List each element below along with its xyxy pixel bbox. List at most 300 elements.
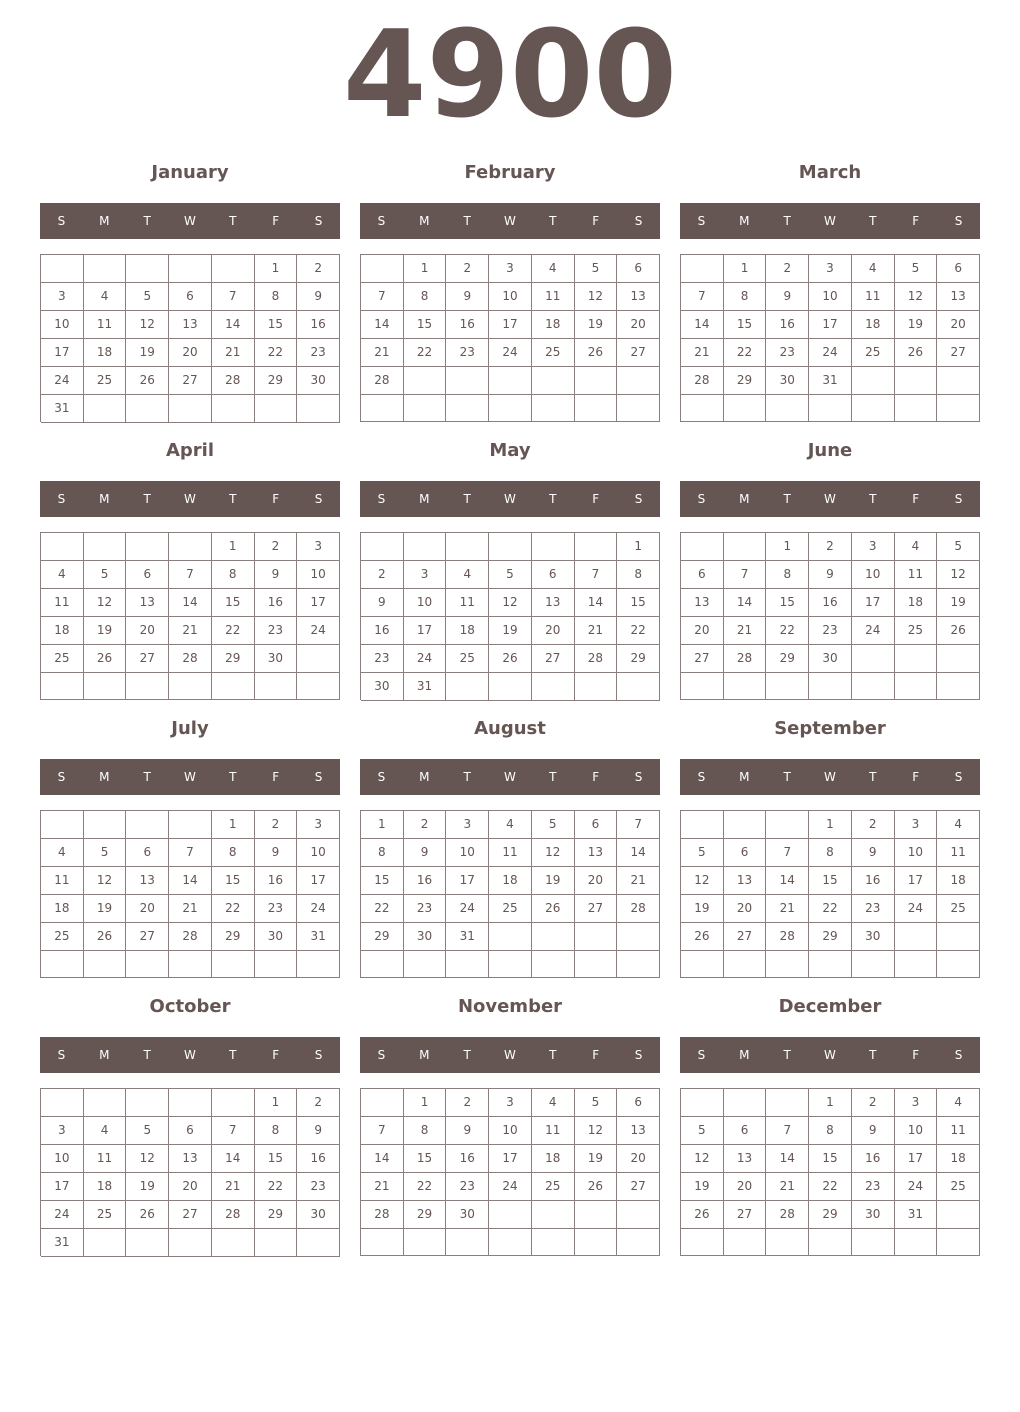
empty-day-cell [895, 951, 938, 978]
day-cell: 6 [724, 1117, 767, 1145]
day-cell: 27 [532, 645, 575, 673]
day-cell: 5 [126, 283, 169, 311]
day-cell: 26 [126, 1201, 169, 1229]
weekday-label: S [377, 492, 386, 506]
day-grid [360, 810, 660, 978]
day-cell: 13 [681, 589, 724, 617]
empty-day-cell [766, 673, 809, 700]
day-cell: 10 [895, 1117, 938, 1145]
day-cell: 25 [84, 367, 127, 395]
day-cell: 8 [361, 839, 404, 867]
empty-day-cell [617, 367, 660, 395]
empty-day-cell [41, 1089, 84, 1117]
empty-day-cell [126, 1229, 169, 1257]
day-cell: 8 [809, 839, 852, 867]
day-cell: 1 [212, 811, 255, 839]
weekday-label: T [143, 492, 151, 506]
empty-day-cell [681, 673, 724, 700]
day-cell: 28 [212, 1201, 255, 1229]
empty-day-cell [446, 951, 489, 978]
day-cell: 10 [446, 839, 489, 867]
weekday-header [360, 203, 660, 239]
day-cell: 3 [489, 255, 532, 283]
weekday-label: S [57, 1048, 66, 1062]
day-cell: 24 [852, 617, 895, 645]
day-cell: 26 [575, 1173, 618, 1201]
day-cell: 2 [766, 255, 809, 283]
day-cell: 17 [895, 1145, 938, 1173]
empty-day-cell [489, 673, 532, 701]
weekday-label: F [272, 214, 280, 228]
weekday-label: F [912, 492, 920, 506]
empty-day-cell [895, 367, 938, 395]
day-cell: 23 [766, 339, 809, 367]
weekday-label: T [143, 214, 151, 228]
day-cell: 26 [84, 923, 127, 951]
weekday-header [360, 481, 660, 517]
empty-day-cell [126, 395, 169, 423]
day-cell: 18 [84, 339, 127, 367]
day-cell: 22 [766, 617, 809, 645]
day-cell: 21 [212, 339, 255, 367]
day-cell: 9 [255, 561, 298, 589]
day-cell: 30 [297, 367, 340, 395]
day-cell: 8 [212, 839, 255, 867]
weekday-label: T [229, 770, 237, 784]
day-cell: 14 [212, 1145, 255, 1173]
day-cell: 21 [681, 339, 724, 367]
day-cell: 10 [809, 283, 852, 311]
day-cell: 27 [937, 339, 980, 367]
weekday-label: F [592, 214, 600, 228]
weekday-label: T [229, 492, 237, 506]
day-cell: 15 [255, 1145, 298, 1173]
empty-day-cell [617, 951, 660, 978]
day-cell: 9 [297, 283, 340, 311]
day-cell: 30 [255, 645, 298, 673]
empty-day-cell [937, 673, 980, 700]
weekday-label: T [463, 492, 471, 506]
day-cell: 17 [41, 339, 84, 367]
day-cell: 7 [361, 1117, 404, 1145]
day-cell: 28 [681, 367, 724, 395]
empty-day-cell [361, 255, 404, 283]
day-cell: 11 [532, 283, 575, 311]
day-cell: 6 [126, 839, 169, 867]
weekday-label: T [143, 770, 151, 784]
day-cell: 26 [681, 923, 724, 951]
day-cell: 18 [937, 1145, 980, 1173]
day-cell: 13 [617, 283, 660, 311]
day-cell: 6 [617, 255, 660, 283]
empty-day-cell [84, 395, 127, 423]
day-cell: 23 [852, 1173, 895, 1201]
day-cell: 16 [297, 311, 340, 339]
weekday-label: T [229, 214, 237, 228]
day-cell: 14 [361, 311, 404, 339]
day-cell: 27 [724, 1201, 767, 1229]
day-cell: 22 [404, 1173, 447, 1201]
day-cell: 18 [852, 311, 895, 339]
weekday-label: T [869, 770, 877, 784]
empty-day-cell [766, 395, 809, 422]
day-cell: 30 [255, 923, 298, 951]
day-cell: 25 [84, 1201, 127, 1229]
day-cell: 7 [575, 561, 618, 589]
day-cell: 5 [575, 255, 618, 283]
weekday-label: S [634, 770, 643, 784]
day-cell: 17 [297, 867, 340, 895]
day-cell: 17 [852, 589, 895, 617]
day-cell: 4 [852, 255, 895, 283]
day-cell: 31 [446, 923, 489, 951]
empty-day-cell [852, 367, 895, 395]
empty-day-cell [212, 951, 255, 978]
day-cell: 4 [937, 811, 980, 839]
day-cell: 27 [617, 339, 660, 367]
day-cell: 16 [809, 589, 852, 617]
weekday-label: T [549, 214, 557, 228]
weekday-label: W [504, 492, 516, 506]
empty-day-cell [766, 811, 809, 839]
day-cell: 14 [169, 589, 212, 617]
empty-day-cell [532, 395, 575, 422]
day-cell: 21 [169, 617, 212, 645]
day-cell: 28 [575, 645, 618, 673]
day-cell: 25 [852, 339, 895, 367]
empty-day-cell [84, 1229, 127, 1257]
day-cell: 12 [575, 1117, 618, 1145]
day-cell: 3 [297, 533, 340, 561]
day-cell: 4 [532, 1089, 575, 1117]
day-cell: 7 [169, 839, 212, 867]
day-cell: 26 [84, 645, 127, 673]
day-cell: 19 [575, 311, 618, 339]
day-cell: 4 [41, 561, 84, 589]
weekday-header [680, 481, 980, 517]
weekday-label: S [314, 1048, 323, 1062]
day-cell: 21 [766, 1173, 809, 1201]
day-cell: 3 [809, 255, 852, 283]
weekday-label: T [869, 214, 877, 228]
day-cell: 10 [297, 561, 340, 589]
day-cell: 23 [852, 895, 895, 923]
day-cell: 11 [852, 283, 895, 311]
weekday-label: S [314, 214, 323, 228]
day-cell: 18 [41, 895, 84, 923]
day-cell: 31 [809, 367, 852, 395]
day-cell: 16 [446, 311, 489, 339]
day-cell: 12 [126, 311, 169, 339]
day-cell: 15 [212, 867, 255, 895]
day-cell: 19 [84, 895, 127, 923]
day-cell: 3 [41, 1117, 84, 1145]
day-cell: 4 [84, 283, 127, 311]
day-cell: 27 [169, 1201, 212, 1229]
weekday-label: T [869, 1048, 877, 1062]
empty-day-cell [937, 1201, 980, 1229]
day-cell: 7 [212, 283, 255, 311]
empty-day-cell [895, 1229, 938, 1256]
day-cell: 31 [41, 395, 84, 423]
day-cell: 3 [895, 1089, 938, 1117]
day-cell: 20 [681, 617, 724, 645]
day-cell: 1 [361, 811, 404, 839]
day-cell: 20 [617, 1145, 660, 1173]
day-cell: 28 [766, 923, 809, 951]
weekday-label: S [954, 492, 963, 506]
day-cell: 12 [532, 839, 575, 867]
day-cell: 26 [681, 1201, 724, 1229]
empty-day-cell [575, 1229, 618, 1256]
day-cell: 12 [575, 283, 618, 311]
empty-day-cell [937, 395, 980, 422]
empty-day-cell [84, 255, 127, 283]
day-grid [40, 532, 340, 700]
empty-day-cell [84, 811, 127, 839]
day-cell: 1 [212, 533, 255, 561]
day-cell: 10 [404, 589, 447, 617]
empty-day-cell [681, 811, 724, 839]
day-cell: 3 [852, 533, 895, 561]
day-cell: 3 [297, 811, 340, 839]
empty-day-cell [681, 1089, 724, 1117]
empty-day-cell [361, 1089, 404, 1117]
empty-day-cell [255, 951, 298, 978]
day-cell: 26 [895, 339, 938, 367]
day-cell: 22 [255, 339, 298, 367]
day-cell: 31 [41, 1229, 84, 1257]
empty-day-cell [809, 673, 852, 700]
weekday-label: W [504, 1048, 516, 1062]
weekday-label: S [697, 492, 706, 506]
day-cell: 13 [169, 311, 212, 339]
day-cell: 29 [255, 1201, 298, 1229]
empty-day-cell [852, 395, 895, 422]
day-cell: 4 [84, 1117, 127, 1145]
day-cell: 8 [809, 1117, 852, 1145]
day-grid [360, 254, 660, 422]
empty-day-cell [212, 395, 255, 423]
weekday-label: F [272, 492, 280, 506]
empty-day-cell [126, 673, 169, 700]
day-cell: 30 [852, 1201, 895, 1229]
empty-day-cell [766, 951, 809, 978]
weekday-label: M [739, 1048, 750, 1062]
day-cell: 18 [532, 1145, 575, 1173]
day-grid [360, 532, 660, 700]
empty-day-cell [575, 1201, 618, 1229]
day-cell: 8 [766, 561, 809, 589]
empty-day-cell [937, 1229, 980, 1256]
month-name: December [778, 996, 882, 1017]
day-cell: 30 [809, 645, 852, 673]
weekday-label: T [869, 492, 877, 506]
day-cell: 23 [255, 617, 298, 645]
day-cell: 19 [681, 1173, 724, 1201]
day-grid [680, 810, 980, 978]
day-cell: 27 [169, 367, 212, 395]
empty-day-cell [724, 1089, 767, 1117]
day-cell: 13 [724, 1145, 767, 1173]
empty-day-cell [575, 395, 618, 422]
day-cell: 4 [895, 533, 938, 561]
weekday-label: W [184, 1048, 196, 1062]
weekday-header [40, 759, 340, 795]
weekday-label: F [592, 1048, 600, 1062]
empty-day-cell [41, 255, 84, 283]
day-cell: 25 [937, 1173, 980, 1201]
empty-day-cell [532, 533, 575, 561]
empty-day-cell [126, 1089, 169, 1117]
day-cell: 24 [895, 895, 938, 923]
day-cell: 7 [766, 1117, 809, 1145]
day-cell: 17 [297, 589, 340, 617]
day-cell: 6 [126, 561, 169, 589]
weekday-label: S [954, 214, 963, 228]
month-name: July [171, 718, 209, 739]
day-cell: 9 [255, 839, 298, 867]
day-cell: 21 [212, 1173, 255, 1201]
day-cell: 13 [937, 283, 980, 311]
day-cell: 20 [126, 617, 169, 645]
weekday-label: M [99, 492, 110, 506]
day-cell: 14 [212, 311, 255, 339]
day-cell: 24 [297, 617, 340, 645]
empty-day-cell [446, 395, 489, 422]
day-cell: 1 [617, 533, 660, 561]
month-name: June [807, 440, 853, 461]
day-cell: 30 [766, 367, 809, 395]
weekday-label: S [697, 214, 706, 228]
empty-day-cell [84, 951, 127, 978]
empty-day-cell [724, 951, 767, 978]
weekday-label: M [99, 1048, 110, 1062]
empty-day-cell [169, 1229, 212, 1257]
day-cell: 3 [404, 561, 447, 589]
empty-day-cell [212, 1229, 255, 1257]
day-cell: 20 [937, 311, 980, 339]
day-cell: 2 [255, 811, 298, 839]
weekday-label: S [954, 1048, 963, 1062]
day-cell: 11 [41, 589, 84, 617]
day-cell: 9 [446, 1117, 489, 1145]
empty-day-cell [361, 1229, 404, 1256]
weekday-label: M [99, 770, 110, 784]
day-cell: 29 [724, 367, 767, 395]
day-cell: 12 [895, 283, 938, 311]
empty-day-cell [361, 533, 404, 561]
day-cell: 10 [852, 561, 895, 589]
day-cell: 3 [41, 283, 84, 311]
day-cell: 30 [361, 673, 404, 701]
weekday-label: T [783, 214, 791, 228]
day-cell: 15 [809, 1145, 852, 1173]
empty-day-cell [126, 951, 169, 978]
empty-day-cell [575, 951, 618, 978]
day-cell: 10 [489, 283, 532, 311]
day-cell: 14 [724, 589, 767, 617]
day-cell: 1 [404, 255, 447, 283]
empty-day-cell [724, 673, 767, 700]
weekday-label: S [954, 770, 963, 784]
empty-day-cell [84, 673, 127, 700]
weekday-label: W [184, 492, 196, 506]
weekday-header [680, 759, 980, 795]
day-cell: 11 [532, 1117, 575, 1145]
weekday-label: S [377, 214, 386, 228]
empty-day-cell [255, 1229, 298, 1257]
day-cell: 7 [212, 1117, 255, 1145]
year-title: 4900 [343, 6, 677, 145]
day-cell: 26 [489, 645, 532, 673]
empty-day-cell [937, 923, 980, 951]
day-cell: 15 [404, 1145, 447, 1173]
day-cell: 21 [361, 1173, 404, 1201]
day-cell: 11 [84, 1145, 127, 1173]
day-cell: 20 [617, 311, 660, 339]
empty-day-cell [809, 951, 852, 978]
month-name: November [457, 996, 563, 1017]
empty-day-cell [895, 923, 938, 951]
day-cell: 6 [724, 839, 767, 867]
day-cell: 11 [446, 589, 489, 617]
empty-day-cell [297, 951, 340, 978]
weekday-label: M [739, 770, 750, 784]
day-cell: 11 [937, 839, 980, 867]
day-cell: 28 [724, 645, 767, 673]
day-cell: 19 [84, 617, 127, 645]
weekday-header [40, 203, 340, 239]
day-cell: 14 [169, 867, 212, 895]
weekday-label: S [634, 214, 643, 228]
day-cell: 29 [809, 1201, 852, 1229]
day-cell: 10 [41, 1145, 84, 1173]
day-cell: 29 [255, 367, 298, 395]
empty-day-cell [41, 533, 84, 561]
weekday-label: T [463, 770, 471, 784]
day-cell: 4 [41, 839, 84, 867]
day-cell: 24 [489, 1173, 532, 1201]
day-cell: 11 [489, 839, 532, 867]
day-cell: 25 [489, 895, 532, 923]
weekday-label: M [99, 214, 110, 228]
day-cell: 5 [937, 533, 980, 561]
day-cell: 3 [446, 811, 489, 839]
day-cell: 26 [532, 895, 575, 923]
day-cell: 21 [169, 895, 212, 923]
empty-day-cell [169, 395, 212, 423]
day-cell: 23 [255, 895, 298, 923]
day-cell: 20 [169, 339, 212, 367]
day-cell: 14 [575, 589, 618, 617]
empty-day-cell [126, 811, 169, 839]
month-name: February [464, 162, 556, 183]
day-cell: 13 [724, 867, 767, 895]
empty-day-cell [255, 673, 298, 700]
day-cell: 3 [489, 1089, 532, 1117]
day-cell: 8 [404, 283, 447, 311]
empty-day-cell [212, 255, 255, 283]
day-cell: 16 [852, 867, 895, 895]
day-cell: 17 [404, 617, 447, 645]
weekday-label: F [272, 770, 280, 784]
empty-day-cell [724, 395, 767, 422]
day-cell: 20 [169, 1173, 212, 1201]
day-cell: 6 [617, 1089, 660, 1117]
day-cell: 23 [446, 339, 489, 367]
day-cell: 7 [766, 839, 809, 867]
